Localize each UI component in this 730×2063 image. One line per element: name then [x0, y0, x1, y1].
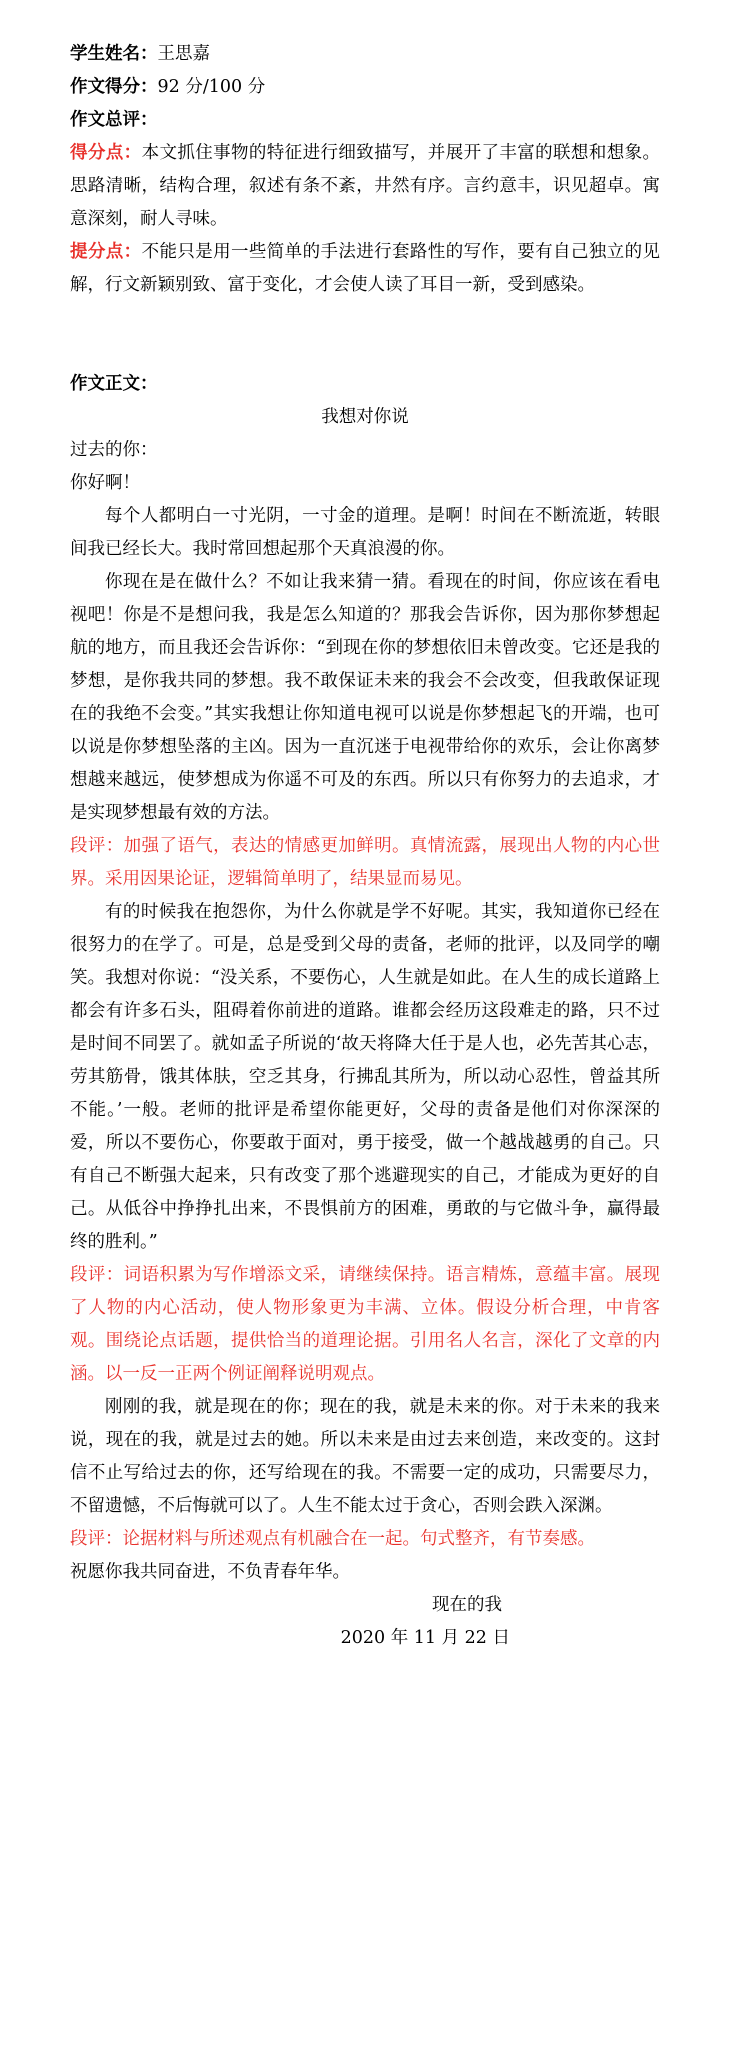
strength-label: 得分点：	[70, 143, 142, 163]
improvement-text: 不能只是用一些简单的手法进行套路性的写作，要有自己独立的见解，行文新颖别致、富于变化，才会使人读了耳目一新，受到感染。	[70, 242, 660, 295]
overall-review-heading: 作文总评：	[70, 110, 158, 130]
paragraph-comment: 段评：加强了语气，表达的情感更加鲜明。真情流露，展现出人物的内心世界。采用因果论证，逻辑简单明了，结果显而易见。	[70, 836, 660, 889]
essay-paragraph: 有的时候我在抱怨你，为什么你就是学不好呢。其实，我知道你已经在很努力的在学了。可是，总是受到父母的责备，老师的批评，以及同学的嘲笑。我想对你说：“没关系，不要伤心，人生就是如此。在人生的成长道路上都会有许多石头，阻碍着你前进的道路。谁都会经历这段难走的路，只不过是时间不同罢了。就如孟子所说的‘故天将降大任于是人也，必先苦其心志，劳其筋骨，饿其体肤，空乏其身，行拂乱其所为，所以动心忍性，曾益其所不能。’一般。老师的批评是希望你能更好，父母的责备是他们对你深深的爱，所以不要伤心，你要敢于面对，勇于接受，做一个越战越勇的自己。只有自己不断强大起来，只有改变了那个逃避现实的自己，才能成为更好的自己。从低谷中挣挣扎出来，不畏惧前方的困难，勇敢的与它做斗争，赢得最终的胜利。”	[70, 902, 660, 1252]
essay-date: 2020 年 11 月 22 日	[340, 1628, 510, 1648]
improvement-label: 提分点：	[70, 242, 142, 262]
student-name-label: 学生姓名：	[70, 44, 158, 64]
essay-closing: 祝愿你我共同奋进，不负青春年华。	[70, 1562, 350, 1582]
improvement-point	[70, 236, 660, 302]
essay-paragraph: 刚刚的我，就是现在的你；现在的我，就是未来的你。对于未来的我来说，现在的我，就是过去的她。所以未来是由过去来创造，来改变的。这封信不止写给过去的你，还写给现在的我。不需要一定的成功，只需要尽力，不留遗憾，不后悔就可以了。人生不能太过于贪心，否则会跌入深渊。	[70, 1397, 660, 1516]
strength-text: 本文抓住事物的特征进行细致描写，并展开了丰富的联想和想象。思路清晰，结构合理，叙述有条不紊，井然有序。言约意丰，识见超卓。寓意深刻，耐人寻味。	[70, 143, 660, 229]
essay-signature: 现在的我	[432, 1595, 502, 1615]
score-label: 作文得分：	[70, 77, 158, 97]
essay-body-heading: 作文正文：	[70, 374, 158, 394]
student-name-value: 王思嘉	[157, 44, 210, 64]
document-page	[70, 38, 660, 1655]
section-spacer	[70, 302, 660, 368]
score-value: 92 分/100 分	[157, 77, 266, 97]
essay-paragraph: 每个人都明白一寸光阴，一寸金的道理。是啊！时间在不断流逝，转眼间我已经长大。我时常回想起那个天真浪漫的你。	[70, 506, 660, 559]
essay-salutation: 过去的你：	[70, 440, 158, 460]
student-name-line	[70, 38, 660, 71]
paragraph-comment: 段评：论据材料与所述观点有机融合在一起。句式整齐，有节奏感。	[70, 1529, 595, 1549]
score-line	[70, 71, 660, 104]
essay-greeting: 你好啊！	[70, 473, 140, 493]
strength-point	[70, 137, 660, 236]
essay-paragraph: 你现在是在做什么？不如让我来猜一猜。看现在的时间，你应该在看电视吧！你是不是想问我，我是怎么知道的？那我会告诉你，因为那你梦想起航的地方，而且我还会告诉你：“到现在你的梦想依旧未曾改变。它还是我的梦想，是你我共同的梦想。我不敢保证未来的我会不会改变，但我敢保证现在的我绝不会变。”其实我想让你知道电视可以说是你梦想起飞的开端，也可以说是你梦想坠落的主凶。因为一直沉迷于电视带给你的欢乐，会让你离梦想越来越远，使梦想成为你遥不可及的东西。所以只有你努力的去追求，才是实现梦想最有效的方法。	[70, 572, 660, 823]
essay-title: 我想对你说	[321, 407, 409, 427]
paragraph-comment: 段评：词语积累为写作增添文采，请继续保持。语言精炼，意蕴丰富。展现了人物的内心活动，使人物形象更为丰满、立体。假设分析合理，中肯客观。围绕论点话题，提供恰当的道理论据。引用名人名言，深化了文章的内涵。以一反一正两个例证阐释说明观点。	[70, 1265, 660, 1384]
